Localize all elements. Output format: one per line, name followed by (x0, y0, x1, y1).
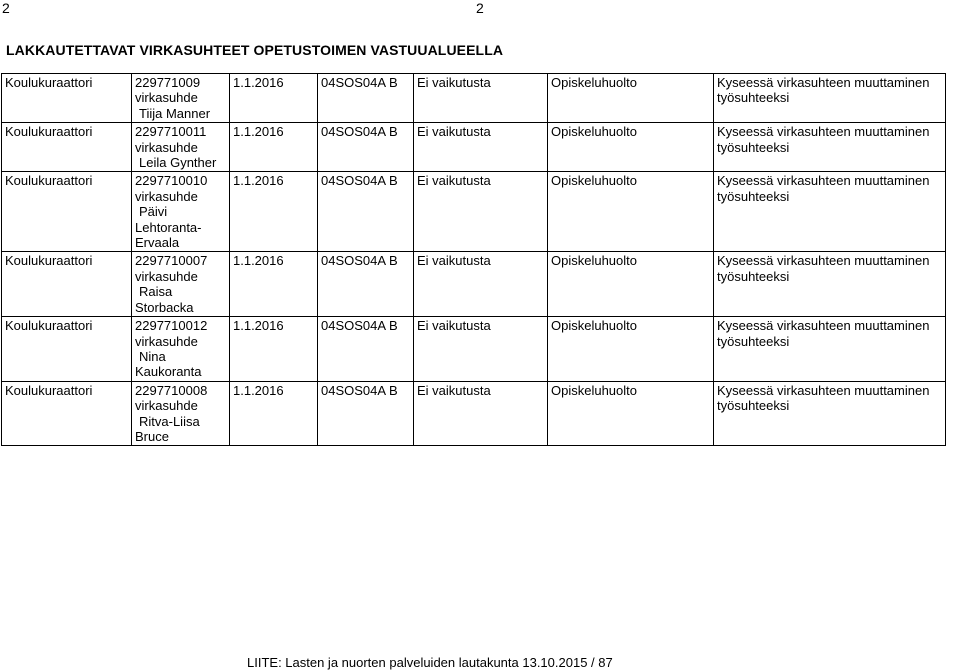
code-cell: 04SOS04A B (318, 172, 414, 252)
unit-cell: Koulukuraattori (2, 317, 132, 382)
unit-cell: Koulukuraattori (2, 74, 132, 123)
unit-cell: Koulukuraattori (2, 123, 132, 172)
area-cell: Opiskeluhuolto (548, 123, 714, 172)
position-number: 2297710011 (135, 124, 207, 140)
area-cell: Opiskeluhuolto (548, 252, 714, 317)
code-cell: 04SOS04A B (318, 252, 414, 317)
footer-attachment-note: LIITE: Lasten ja nuorten palveluiden lautakunta 13.10.2015 / 87 (247, 655, 613, 670)
note-cell: Kyseessä virkasuhteen muuttaminen työsuhteeksi (714, 123, 946, 172)
note-cell: Kyseessä virkasuhteen muuttaminen työsuhteeksi (714, 74, 946, 123)
date-cell: 1.1.2016 (230, 252, 318, 317)
area-cell: Opiskeluhuolto (548, 74, 714, 123)
table-row (2, 317, 946, 382)
code-cell: 04SOS04A B (318, 381, 414, 446)
code-cell: 04SOS04A B (318, 123, 414, 172)
person-name: Raisa Storbacka (135, 284, 194, 315)
table-row (2, 74, 946, 123)
note-cell: Kyseessä virkasuhteen muuttaminen työsuhteeksi (714, 172, 946, 252)
position-cell (132, 74, 230, 123)
table-row (2, 381, 946, 446)
code-cell: 04SOS04A B (318, 317, 414, 382)
table-row (2, 172, 946, 252)
position-number: 2297710008 (135, 382, 208, 398)
unit-cell: Koulukuraattori (2, 252, 132, 317)
person-name: Nina Kaukoranta (135, 348, 202, 380)
effect-cell: Ei vaikutusta (414, 74, 548, 123)
document-title: LAKKAUTETTAVAT VIRKASUHTEET OPETUSTOIMEN VASTUUALUEELLA (6, 42, 504, 58)
area-cell: Opiskeluhuolto (548, 172, 714, 252)
effect-cell: Ei vaikutusta (414, 172, 548, 252)
position-number: 229771009 (135, 75, 201, 90)
person-name: Päivi Lehtoranta-Ervaala (135, 204, 202, 251)
date-cell: 1.1.2016 (230, 74, 318, 123)
position-number: 2297710012 (135, 318, 208, 334)
table-row (2, 123, 946, 172)
position-type: virkasuhde (135, 398, 198, 414)
date-cell: 1.1.2016 (230, 123, 318, 172)
position-cell (132, 252, 230, 317)
code-cell: 04SOS04A B (318, 74, 414, 123)
position-type: virkasuhde (135, 268, 198, 284)
area-cell: Opiskeluhuolto (548, 381, 714, 446)
area-cell: Opiskeluhuolto (548, 317, 714, 382)
note-cell: Kyseessä virkasuhteen muuttaminen työsuhteeksi (714, 317, 946, 382)
page-number-right: 2 (476, 0, 484, 16)
position-cell (132, 172, 230, 252)
position-cell (132, 381, 230, 446)
effect-cell: Ei vaikutusta (414, 317, 548, 382)
table-row (2, 252, 946, 317)
date-cell: 1.1.2016 (230, 317, 318, 382)
person-name: Ritva-Liisa Bruce (135, 413, 200, 444)
person-name: Tiija Manner (139, 105, 211, 121)
effect-cell: Ei vaikutusta (414, 252, 548, 317)
position-cell (132, 123, 230, 172)
positions-table (1, 73, 946, 446)
position-type: virkasuhde (135, 333, 198, 349)
position-number: 2297710007 (135, 253, 208, 269)
position-number: 2297710010 (135, 173, 208, 189)
note-cell: Kyseessä virkasuhteen muuttaminen työsuhteeksi (714, 252, 946, 317)
date-cell: 1.1.2016 (230, 172, 318, 252)
page-number-left: 2 (2, 0, 10, 16)
effect-cell: Ei vaikutusta (414, 123, 548, 172)
unit-cell: Koulukuraattori (2, 172, 132, 252)
position-cell (132, 317, 230, 382)
position-type: virkasuhde (135, 90, 198, 106)
position-type: virkasuhde (135, 188, 198, 204)
effect-cell: Ei vaikutusta (414, 381, 548, 446)
person-name: Leila Gynther (139, 155, 217, 171)
unit-cell: Koulukuraattori (2, 381, 132, 446)
date-cell: 1.1.2016 (230, 381, 318, 446)
position-type: virkasuhde (135, 139, 198, 155)
note-cell: Kyseessä virkasuhteen muuttaminen työsuhteeksi (714, 381, 946, 446)
